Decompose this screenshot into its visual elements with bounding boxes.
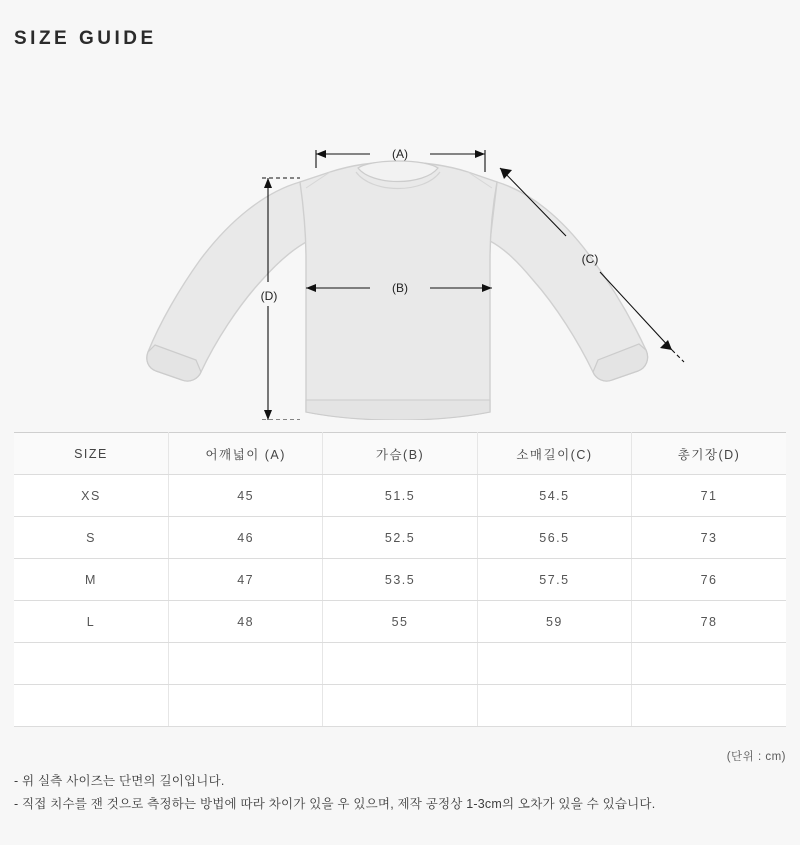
table-row	[14, 475, 786, 517]
column-header-length: 총기장(D)	[632, 433, 786, 475]
cell-size	[14, 643, 169, 685]
cell-shoulder: 45	[169, 475, 323, 517]
cell-sleeve	[477, 643, 631, 685]
cell-chest: 51.5	[323, 475, 477, 517]
size-table-wrapper	[14, 432, 786, 727]
table-row	[14, 517, 786, 559]
column-header-size: SIZE	[14, 433, 169, 475]
measure-d-label: (D)	[260, 289, 278, 303]
cell-length: 73	[632, 517, 786, 559]
cell-sleeve: 54.5	[477, 475, 631, 517]
table-row	[14, 601, 786, 643]
cell-chest	[323, 643, 477, 685]
unit-note: (단위 : cm)	[726, 751, 786, 763]
cell-size: L	[14, 601, 169, 643]
size-table	[14, 432, 786, 727]
cell-shoulder: 46	[169, 517, 323, 559]
page-title: SIZE GUIDE	[14, 28, 157, 49]
cell-length	[632, 685, 786, 727]
table-row	[14, 643, 786, 685]
note-line-2: - 직접 치수를 잰 것으로 측정하는 방법에 따라 차이가 있을 우 있으며, 제작 공정상 1-3cm의 오차가 있을 수 있습니다.	[14, 797, 656, 811]
cell-size: S	[14, 517, 169, 559]
note-line-1: - 위 실측 사이즈는 단면의 길이입니다.	[14, 774, 225, 788]
cell-shoulder: 48	[169, 601, 323, 643]
cell-length: 76	[632, 559, 786, 601]
table-row	[14, 685, 786, 727]
cell-sleeve	[477, 685, 631, 727]
cell-length	[632, 643, 786, 685]
cell-shoulder	[169, 643, 323, 685]
cell-chest	[323, 685, 477, 727]
cell-shoulder: 47	[169, 559, 323, 601]
cell-length: 78	[632, 601, 786, 643]
cell-size: XS	[14, 475, 169, 517]
column-header-chest: 가슴(B)	[323, 433, 477, 475]
cell-chest: 52.5	[323, 517, 477, 559]
cell-size: M	[14, 559, 169, 601]
cell-sleeve: 57.5	[477, 559, 631, 601]
measure-a-label: (A)	[392, 147, 408, 161]
cell-shoulder	[169, 685, 323, 727]
cell-chest: 55	[323, 601, 477, 643]
notes-block	[14, 770, 786, 816]
cell-sleeve: 56.5	[477, 517, 631, 559]
cell-sleeve: 59	[477, 601, 631, 643]
table-header-row	[14, 433, 786, 475]
column-header-sleeve: 소매길이(C)	[477, 433, 631, 475]
measure-c-label: (C)	[581, 252, 599, 266]
cell-size	[14, 685, 169, 727]
cell-length: 71	[632, 475, 786, 517]
garment-diagram	[0, 60, 800, 420]
measure-b-label: (B)	[392, 281, 408, 295]
column-header-shoulder: 어깨넓이 (A)	[169, 433, 323, 475]
cell-chest: 53.5	[323, 559, 477, 601]
table-row	[14, 559, 786, 601]
